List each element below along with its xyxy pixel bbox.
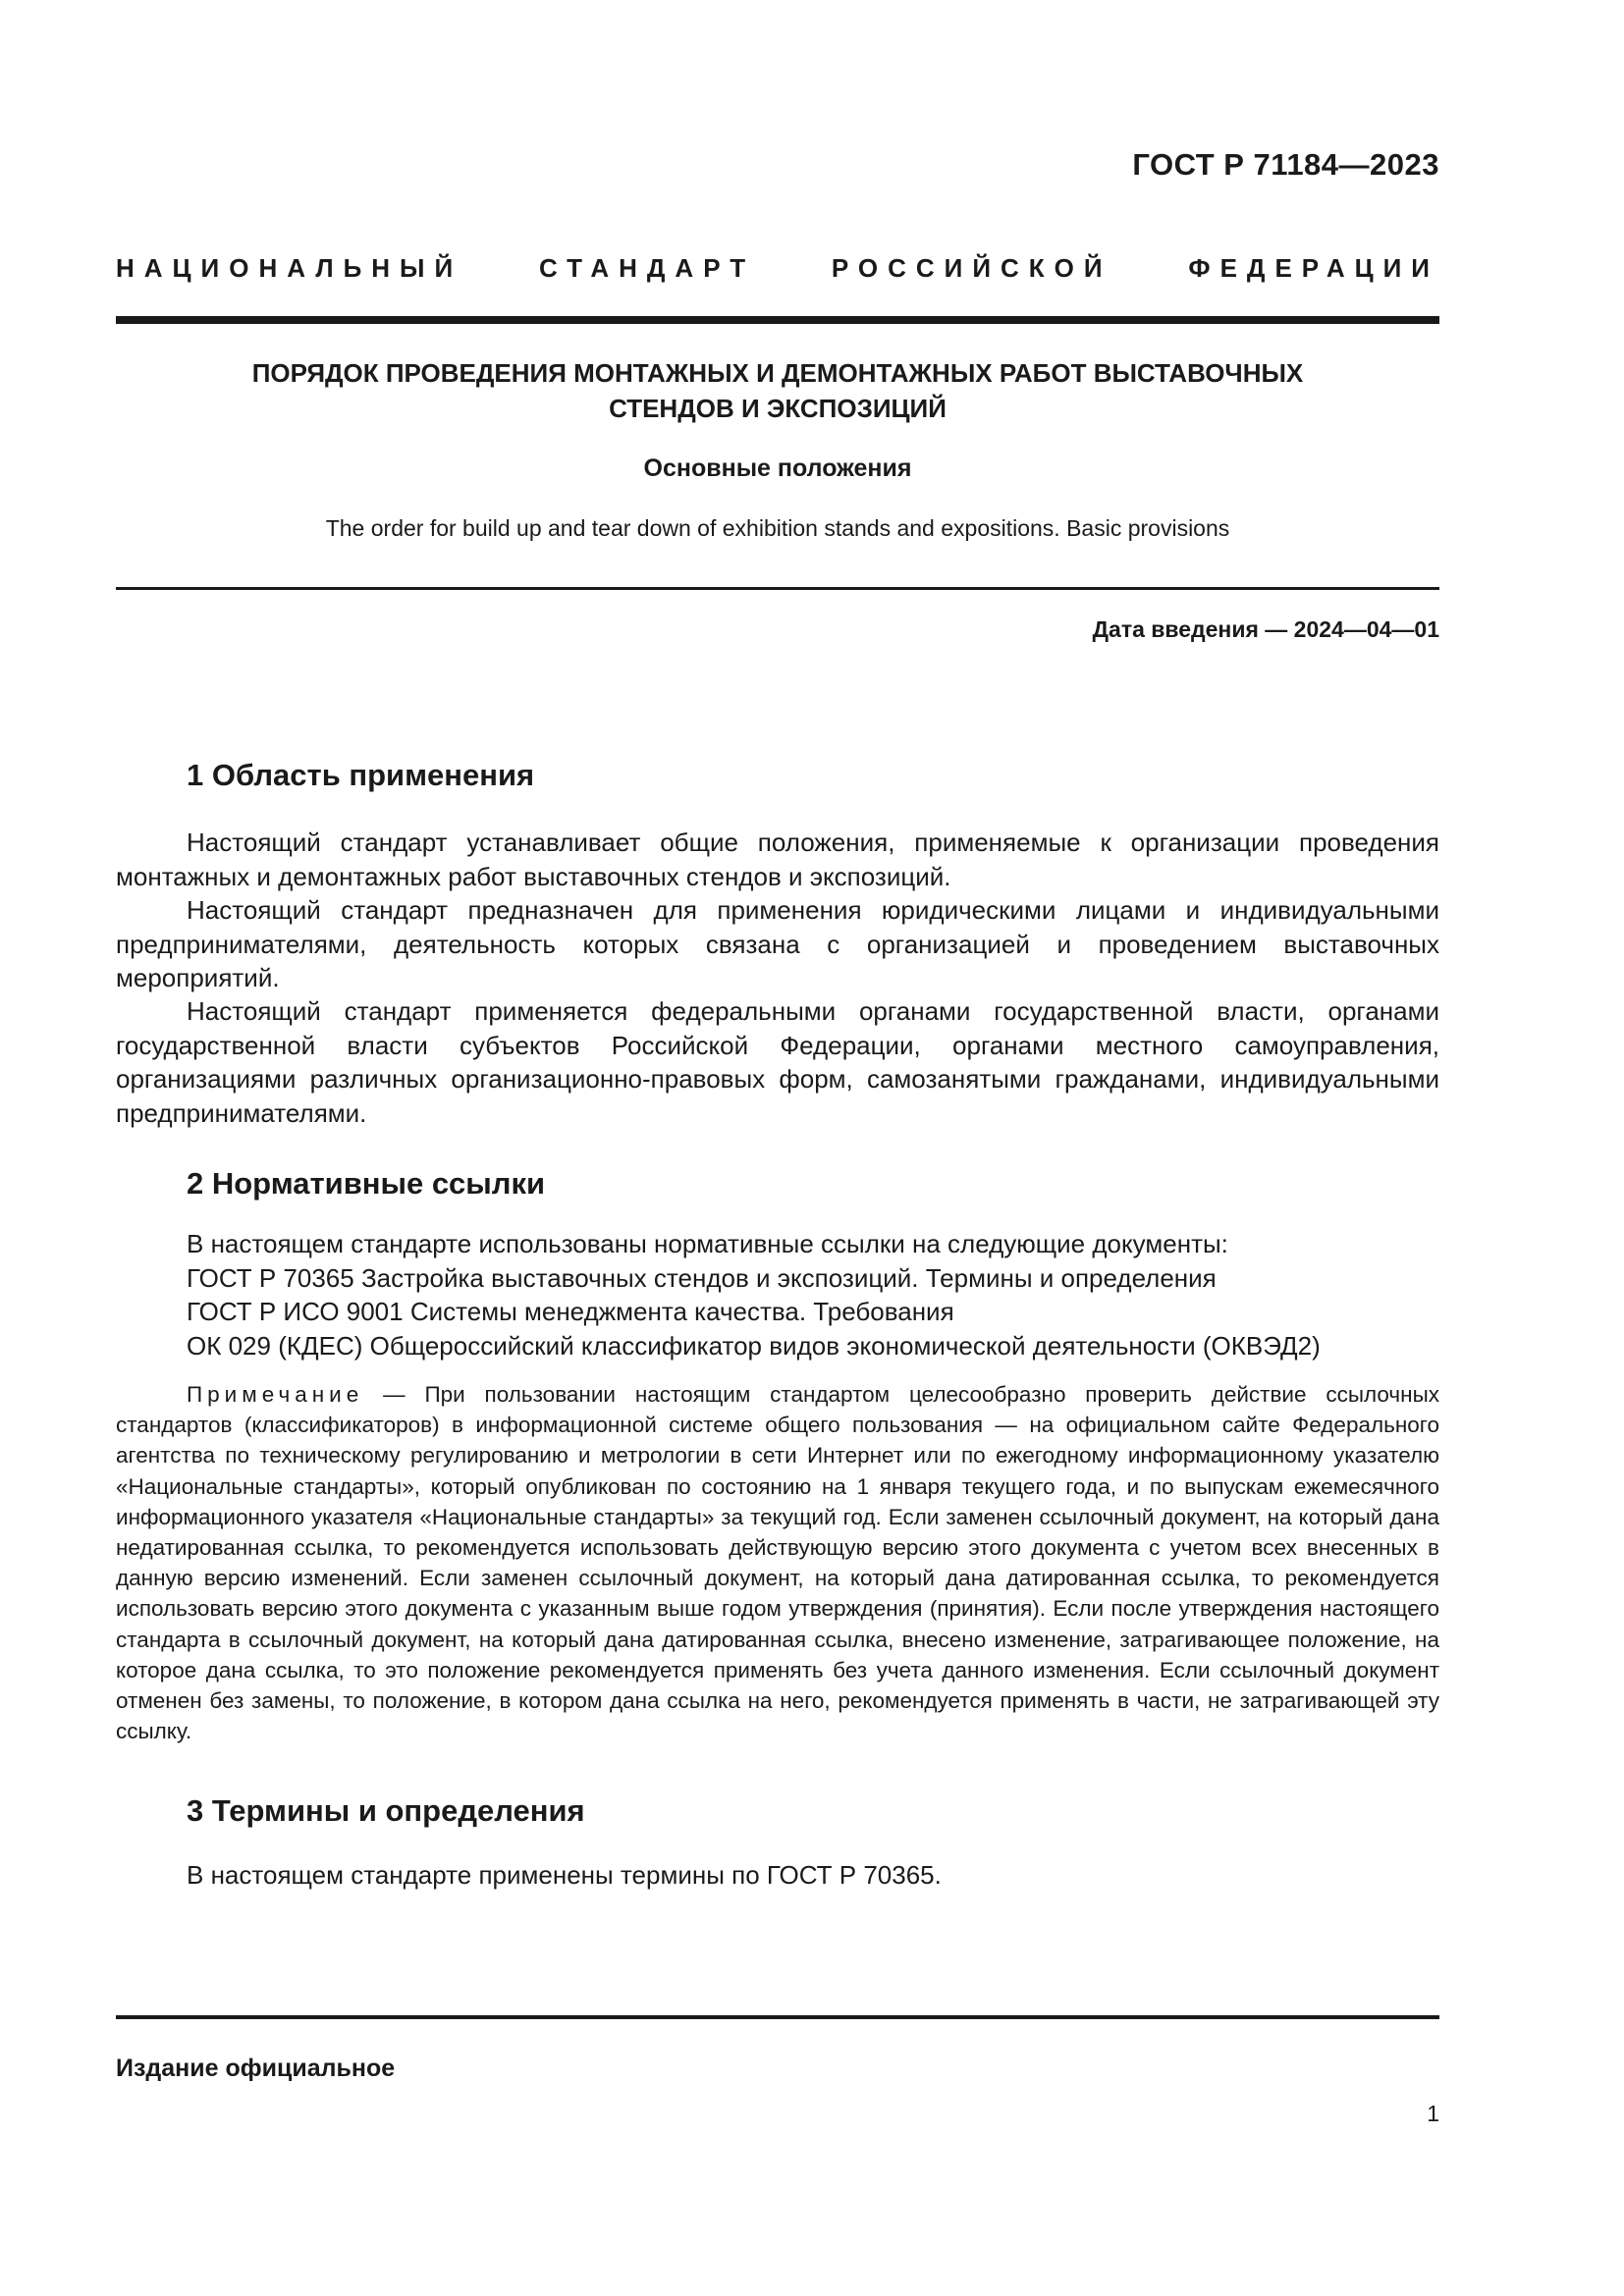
section-1-paragraph-1: Настоящий стандарт устанавливает общие положения, применяемые к организации проведения монтажных и демонтажных работ выставочных стендов и экспозиций. bbox=[116, 828, 1439, 891]
page-number: 1 bbox=[1427, 2101, 1439, 2126]
section-1-paragraph-3: Настоящий стандарт применяется федеральными органами государственной власти, органами государственной власти субъектов Российской Федерации, органами местного самоуправления, организациями различных организационно-правовых форм, самозанятыми гражданами, индивидуальными предпринимателями. bbox=[116, 996, 1439, 1128]
section-2-heading: 2 Нормативные ссылки bbox=[187, 1166, 546, 1201]
note-label: Примечание bbox=[187, 1382, 364, 1407]
reference-item: ГОСТ Р ИСО 9001 Системы менеджмента качества. Требования bbox=[187, 1297, 954, 1326]
title-line-1: ПОРЯДОК ПРОВЕДЕНИЯ МОНТАЖНЫХ И ДЕМОНТАЖНЫХ РАБОТ ВЫСТАВОЧНЫХ bbox=[251, 358, 1304, 388]
footer-divider bbox=[116, 2015, 1439, 2019]
document-page bbox=[116, 0, 1439, 2296]
normative-references bbox=[187, 1227, 1321, 1362]
note-text: — При пользовании настоящим стандартом целесообразно проверить действие ссылочных стандартов (классификаторов) в информационной системе общего пользования — на официальном сайте Федерального агентства по техническому регулированию и метрологии в сети Интернет или по ежегодному информационному указателю «Национальные стандарты», который опубликован по состоянию на 1 января текущего года, и по выпускам ежемесячного информационного указателя «Национальные стандарты» за текущий год. Если заменен ссылочный документ, на который дана недатированная ссылка, то рекомендуется использовать действующую версию этого документа с учетом всех внесенных в данную версию изменений. Если заменен ссылочный документ, на который дана датированная ссылка, то рекомендуется использовать версию этого документа с указанным выше годом утверждения (принятия). Если после утверждения настоящего стандарта в ссылочный документ, на который дана датированная ссылка, внесено изменение, затрагивающее положение, на которое дана ссылка, то это положение рекомендуется применять без учета данного изменения. Если ссылочный документ отменен без замены, то положение, в котором дана ссылка на него, рекомендуется применять в части, не затрагивающей эту ссылку. bbox=[116, 1382, 1439, 1744]
document-subtitle: Основные положения bbox=[643, 454, 912, 482]
reference-item: ГОСТ Р 70365 Застройка выставочных стендов и экспозиций. Термины и определения bbox=[187, 1262, 1217, 1293]
introduction-date: Дата введения — 2024—04—01 bbox=[1092, 616, 1439, 642]
official-edition-label: Издание официальное bbox=[116, 2055, 396, 2082]
english-title: The order for build up and tear down of exhibition stands and expositions. Basic provisions bbox=[325, 515, 1230, 541]
document-title bbox=[116, 355, 1439, 426]
section-3-heading: 3 Термины и определения bbox=[187, 1793, 585, 1828]
national-standard-banner: НАЦИОНАЛЬНЫЙ СТАНДАРТ РОССИЙСКОЙ ФЕДЕРАЦИИ bbox=[116, 253, 1439, 283]
header-divider bbox=[116, 316, 1439, 324]
references-intro: В настоящем стандарте использованы нормативные ссылки на следующие документы: bbox=[187, 1229, 1228, 1258]
title-line-2: СТЕНДОВ И ЭКСПОЗИЦИЙ bbox=[609, 394, 947, 423]
section-3-paragraph-1: В настоящем стандарте применены термины по ГОСТ Р 70365. bbox=[187, 1860, 942, 1890]
reference-item: ОК 029 (КДЕС) Общероссийский классификатор видов экономической деятельности (ОКВЭД2) bbox=[187, 1330, 1321, 1361]
title-divider bbox=[116, 587, 1439, 590]
section-1-heading: 1 Область применения bbox=[187, 758, 535, 792]
references-note bbox=[116, 1379, 1439, 1746]
section-1-paragraph-2: Настоящий стандарт предназначен для применения юридическими лицами и индивидуальными предпринимателями, деятельность которых связана с организацией и проведением выставочных мероприятий. bbox=[116, 895, 1439, 992]
standard-designation: ГОСТ Р 71184—2023 bbox=[1132, 147, 1439, 182]
